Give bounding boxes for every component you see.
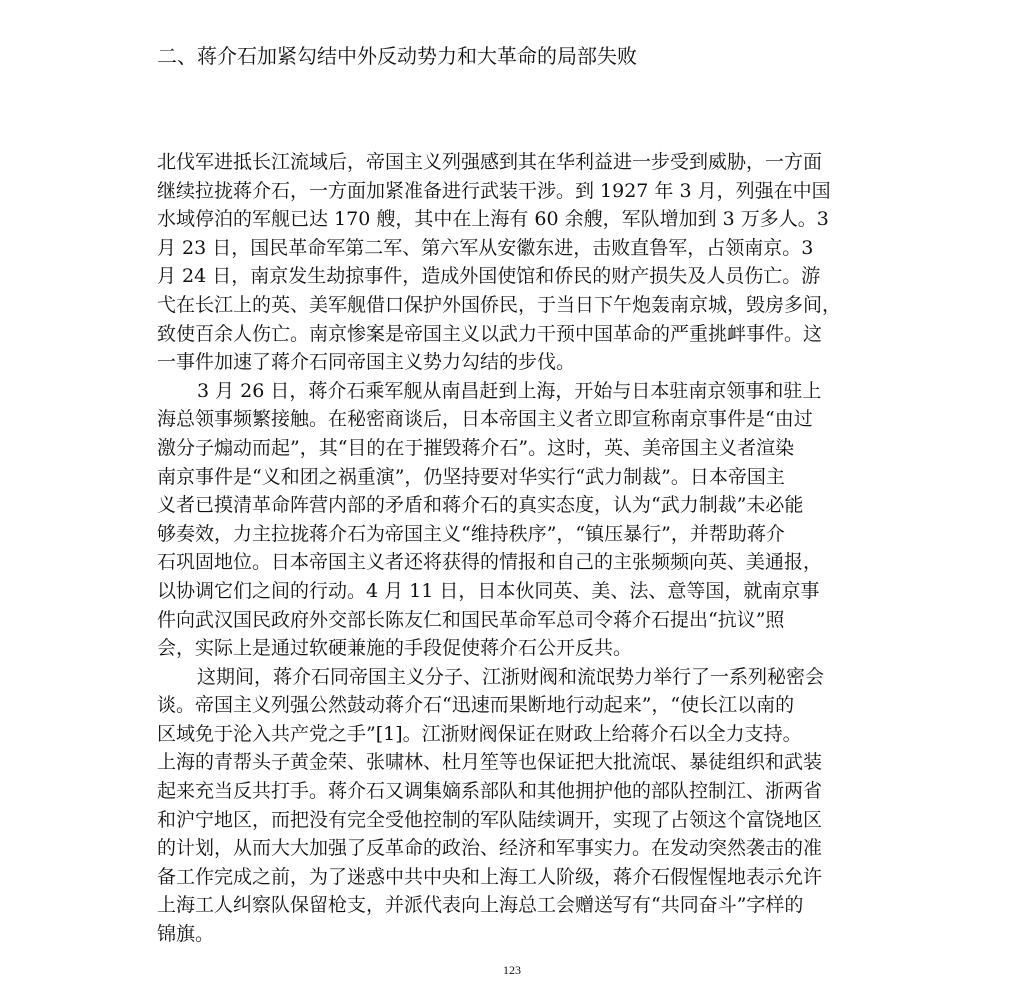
text-line: 谈。帝国主义列强公然鼓动蒋介石“迅速而果断地行动起来”，“使长江以南的: [157, 694, 795, 717]
text-line: 起来充当反共打手。蒋介石又调集嫡系部队和其他拥护他的部队控制江、浙两省: [157, 780, 823, 803]
text-line: 海总领事频繁接触。在秘密商谈后，日本帝国主义者立即宣称南京事件是“由过: [157, 408, 813, 431]
text-line: 锦旗。: [157, 923, 215, 946]
text-line: 上海的青帮头子黄金荣、张啸林、杜月笙等也保证把大批流氓、暴徒组织和武装: [157, 751, 823, 774]
page-number: 123: [503, 963, 521, 977]
text-line: 一事件加速了蒋介石同帝国主义势力勾结的步伐。: [157, 351, 576, 374]
text-line: 这期间，蒋介石同帝国主义分子、江浙财阀和流氓势力举行了一系列秘密会: [197, 665, 825, 688]
text-line: 激分子煽动而起”，其“目的在于摧毁蒋介石”。这时，英、美帝国主义者渲染: [157, 436, 795, 459]
text-line: 区域免于沦入共产党之手”[1]。江浙财阀保证在财政上给蒋介石以全力支持。: [157, 722, 802, 745]
text-line: 的计划，从而大大加强了反革命的政治、经济和军事实力。在发动突然袭击的准: [157, 837, 823, 860]
text-line: 上海工人纠察队保留枪支，并派代表向上海总工会赠送写有“共同奋斗”字样的: [157, 894, 804, 917]
text-line: 会，实际上是通过软硬兼施的手段促使蒋介石公开反共。: [157, 637, 633, 660]
text-line: 以协调它们之间的行动。4 月 11 日，日本伙同英、美、法、意等国，就南京事: [157, 579, 820, 602]
text-line: 和沪宁地区，而把没有完全受他控制的军队陆续调开，实现了占领这个富饶地区: [157, 808, 823, 831]
text-line: 水域停泊的军舰已达 170 艘，其中在上海有 60 余艘，军队增加到 3 万多人。3: [157, 208, 829, 231]
section-heading: 二、蒋介石加紧勾结中外反动势力和大革命的局部失败: [157, 44, 637, 68]
text-line: 北伐军进抵长江流域后，帝国主义列强感到其在华利益进一步受到威胁，一方面: [157, 151, 823, 173]
text-line: 致使百余人伤亡。南京惨案是帝国主义以武力干预中国革命的严重挑衅事件。这: [157, 322, 823, 345]
text-line: 继续拉拢蒋介石，一方面加紧准备进行武装干涉。到 1927 年 3 月，列强在中国: [157, 179, 831, 202]
text-line: 月 24 日，南京发生劫掠事件，造成外国使馆和侨民的财产损失及人员伤亡。游: [157, 265, 821, 288]
text-line: 南京事件是“义和团之祸重演”，仍坚持要对华实行“武力制裁”。日本帝国主: [157, 465, 785, 488]
text-line: 石巩固地位。日本帝国主义者还将获得的情报和自己的主张频频向英、美通报，: [157, 551, 823, 574]
text-line: 月 23 日，国民革命军第二军、第六军从安徽东进，击败直鲁军，占领南京。3: [157, 236, 814, 259]
text-line: 备工作完成之前，为了迷惑中共中央和上海工人阶级，蒋介石假惺惺地表示允许: [157, 865, 823, 888]
text-line: 3 月 26 日，蒋介石乘军舰从南昌赶到上海，开始与日本驻南京领事和驻上: [197, 379, 822, 402]
text-line: 件向武汉国民政府外交部长陈友仁和国民革命军总司令蒋介石提出“抗议”照: [157, 608, 785, 631]
text-line: 弋在长江上的英、美军舰借口保护外国侨民，于当日下午炮轰南京城，毁房多间，: [157, 293, 842, 316]
text-line: 义者已摸清革命阵营内部的矛盾和蒋介石的真实态度，认为“武力制裁”未必能: [157, 494, 804, 517]
body-text: [157, 148, 877, 949]
text-line: 够奏效，力主拉拢蒋介石为帝国主义“维持秩序”，“镇压暴行”，并帮助蒋介: [157, 522, 785, 545]
